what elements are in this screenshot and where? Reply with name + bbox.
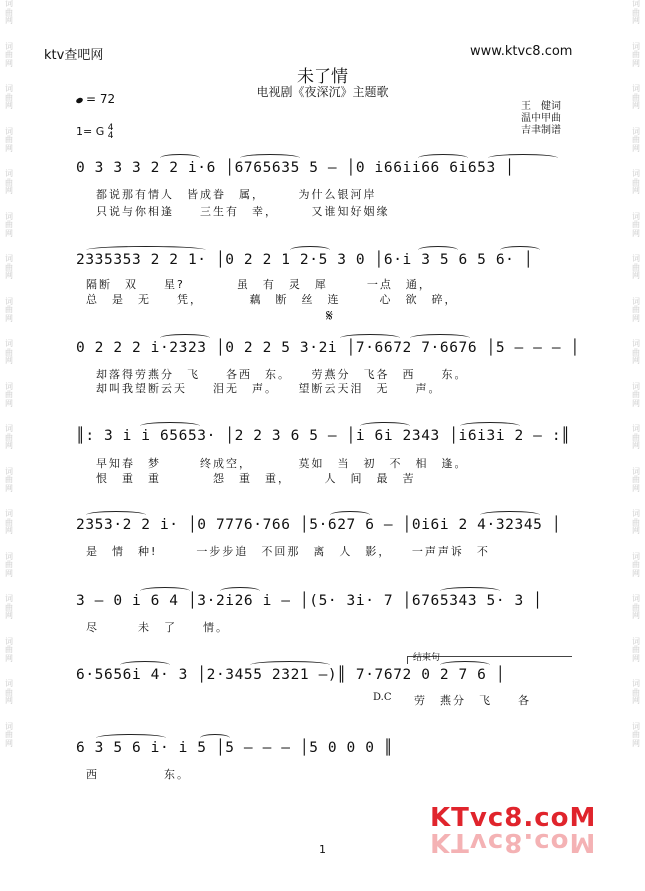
slur-arc <box>480 511 540 519</box>
score-line-5: 2353·2 2 i· │0 7776·766 │5·627 6 – │0i6i 2 4·32345 │ <box>76 517 562 533</box>
time-top: 4 <box>107 123 114 133</box>
site-name: ktv查吧网 <box>44 48 104 63</box>
score-line-4: ║: 3 i i 65653· │2 2 3 6 5 – │i 6i 2343 │i6i3i 2 – :║ <box>76 428 571 444</box>
credits <box>521 101 561 137</box>
lyrics-line-2a: 隔断 双 星? 虽 有 灵 犀 一点 通， <box>86 278 432 291</box>
slur-arc <box>200 734 230 742</box>
score-line-8: 6 3 5 6 i· i 5 │5 – – – │5 0 0 0 ║ <box>76 740 394 756</box>
slur-arc <box>220 587 260 595</box>
page-number: 1 <box>319 843 326 856</box>
slur-arc <box>410 334 470 342</box>
slur-arc <box>86 246 206 254</box>
slur-arc <box>140 587 190 595</box>
lyrics-line-4b: 恨 重 重 怨 重 重， 人 间 最 苦 <box>96 472 416 485</box>
lyrics-line-5: 是 情 种! 一步步追 不回那 离 人 影， 一声声诉 不 <box>86 545 490 558</box>
tempo-mark <box>76 92 115 106</box>
lyricist-credit: 王 健词 <box>521 101 561 112</box>
key-signature <box>76 124 113 140</box>
time-signature <box>108 124 114 140</box>
song-subtitle: 电视剧《夜深沉》主题歌 <box>256 85 389 99</box>
score-line-6: 3 – 0 i 6 4 │3·2i26 i – │(5· 3i· 7 │6765343 5· 3 │ <box>76 593 543 609</box>
slur-arc <box>340 334 400 342</box>
segno-sign: 𝄋 <box>326 306 333 325</box>
site-url: www.ktvc8.com <box>470 44 573 59</box>
lyrics-line-2b: 总 是 无 凭， 藕 断 丝 连 心 欲 碎， <box>86 293 458 306</box>
slur-arc <box>240 154 300 162</box>
slur-arc <box>500 246 540 254</box>
lyrics-line-6: 尽 未 了 情。 <box>86 621 229 634</box>
lyrics-line-1a: 都说那有情人 皆成眷 属， 为什么银河岸 <box>96 188 377 201</box>
tempo-value: = 72 <box>86 92 116 106</box>
key-label: 1= G <box>76 125 105 138</box>
right-watermark-strip: 词 曲 网 词 曲 网 词 曲 网 词 曲 网 词 曲 网 词 曲 网 词 曲 网 词 曲 网 词 曲 网 词 曲 网 词 曲 网 词 曲 网 词 曲 网 词 曲 网 词 曲 网 词 曲 网 词 曲 网 词 曲 网 <box>632 0 640 748</box>
song-title: 未了情 <box>297 67 348 87</box>
left-watermark-strip: 词 曲 网 词 曲 网 词 曲 网 词 曲 网 词 曲 网 词 曲 网 词 曲 网 词 曲 网 词 曲 网 词 曲 网 词 曲 网 词 曲 网 词 曲 网 词 曲 网 词 曲 网 词 曲 网 词 曲 网 词 曲 网 <box>5 0 13 748</box>
slur-arc <box>440 661 490 669</box>
logo-k: K <box>430 803 452 833</box>
logo-reflection-k: K <box>430 827 452 857</box>
logo-reflection-rest: Tvc8.coM <box>451 827 597 857</box>
lyrics-line-4a: 早知春 梦 终成空， 莫如 当 初 不 相 逢。 <box>96 457 468 470</box>
transcriber-credit: 吉聿制谱 <box>521 125 561 136</box>
score-line-3: 0 2 2 2 i·2323 │0 2 2 5 3·2i │7·6672 7·6676 │5 – – – │ <box>76 340 580 356</box>
composer-credit: 温中甲曲 <box>521 113 561 124</box>
ending-bracket-tick <box>407 656 408 664</box>
logo-rest: Tvc8.coM <box>451 803 597 833</box>
slur-arc <box>290 246 330 254</box>
slur-arc <box>140 422 200 430</box>
slur-arc <box>488 154 558 162</box>
lyrics-line-3a: 却落得劳燕分 飞 各西 东。 劳燕分 飞各 西 东。 <box>96 368 468 381</box>
lyrics-line-3b: 却叫我望断云天 泪无 声。 望断云天泪 无 声。 <box>96 382 442 395</box>
slur-arc <box>96 734 166 742</box>
slur-arc <box>360 422 410 430</box>
slur-arc <box>418 246 458 254</box>
lyrics-line-7: 劳 燕分 飞 各 <box>414 694 531 707</box>
dc-mark: D.C <box>373 692 392 703</box>
slur-arc <box>330 511 370 519</box>
slur-arc <box>250 661 330 669</box>
lyrics-line-8: 西 东。 <box>86 768 190 781</box>
quarter-note-icon <box>75 97 83 104</box>
slur-arc <box>86 511 146 519</box>
slur-arc <box>418 154 468 162</box>
score-line-1: 0 3 3 3 2 2 i·6 │6765635 5 – │0 i66ii66 6i653 │ <box>76 160 515 176</box>
slur-arc <box>440 587 500 595</box>
slur-arc <box>460 422 520 430</box>
time-bottom: 4 <box>107 131 114 141</box>
slur-arc <box>120 661 170 669</box>
score-line-7: 6·5656i 4· 3 │2·3455 2321 –)║ 7·7672 0 2 7 6 │ <box>76 667 506 683</box>
ending-label: 结束句 <box>413 653 441 663</box>
lyrics-line-1b: 只说与你相逢 三生有 幸， 又谁知好姻缘 <box>96 205 390 218</box>
score-line-2: 2335353 2 2 1· │0 2 2 1 2·5 3 0 │6·i 3 5 6 5 6· │ <box>76 252 534 268</box>
slur-arc <box>160 334 210 342</box>
slur-arc <box>160 154 200 162</box>
